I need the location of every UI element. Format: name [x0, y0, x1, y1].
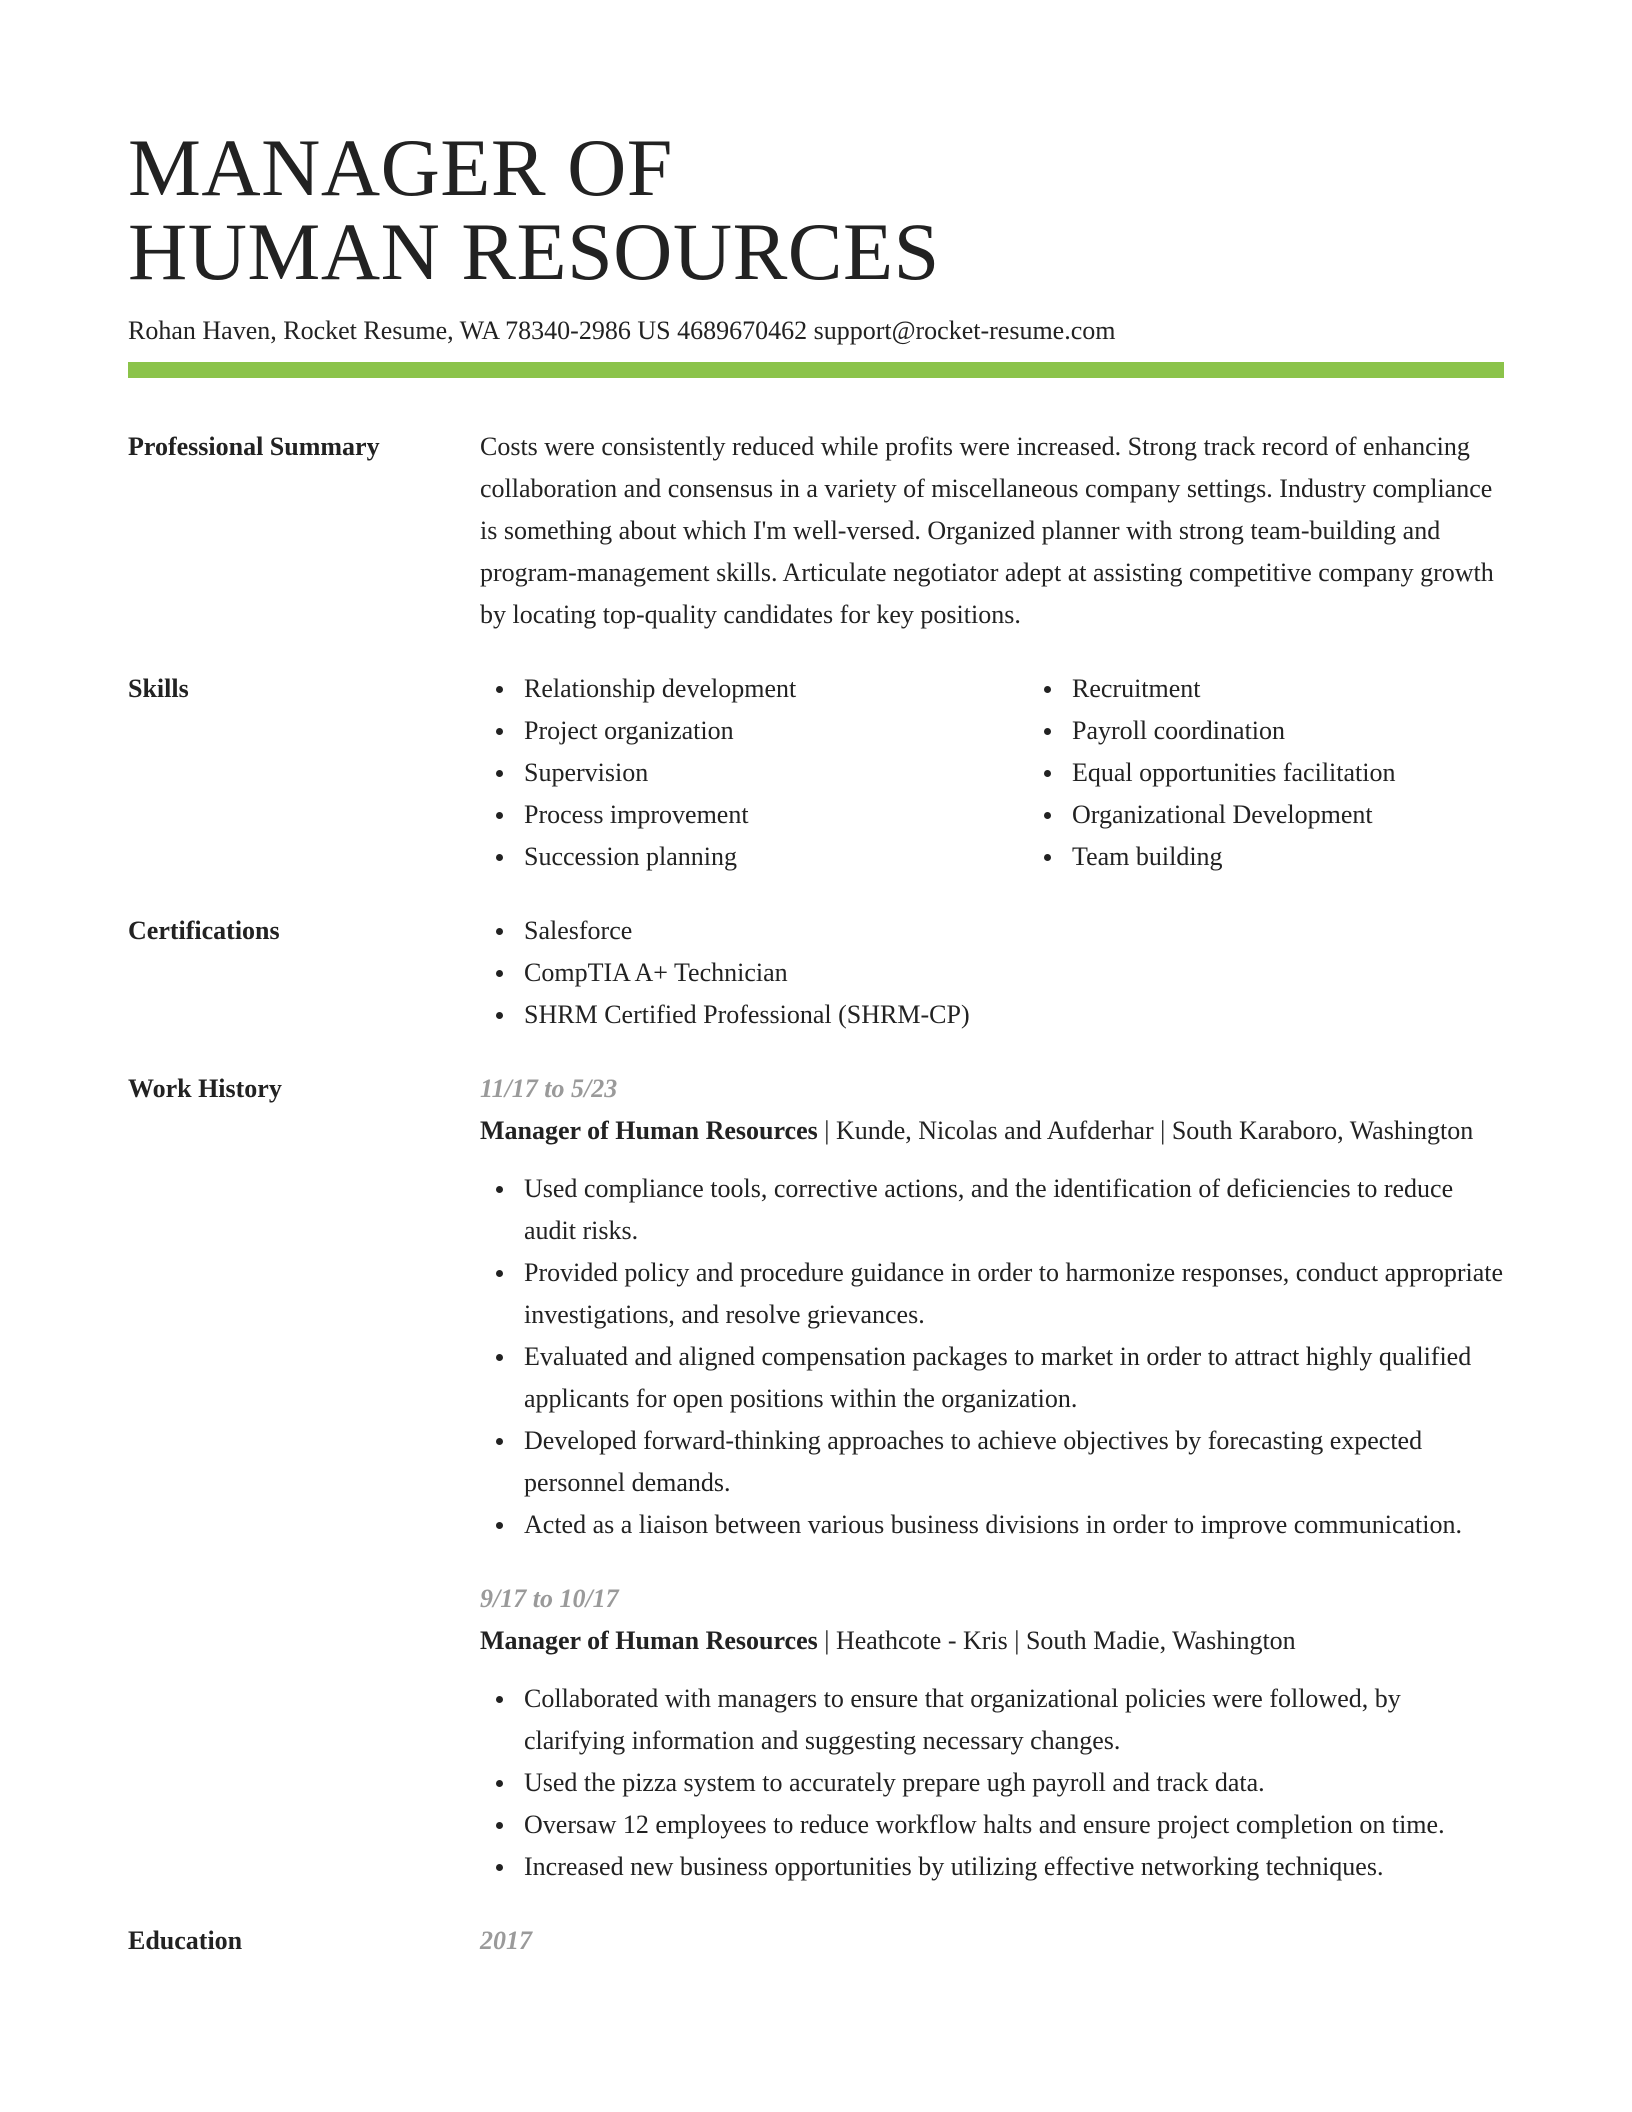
list-item: Process improvement — [524, 794, 1028, 836]
list-item: CompTIA A+ Technician — [524, 952, 1504, 994]
list-item: Supervision — [524, 752, 1028, 794]
title-line-2: HUMAN RESOURCES — [128, 206, 940, 297]
list-item: Organizational Development — [1072, 794, 1576, 836]
list-item: Used compliance tools, corrective actions, and the identification of deficiencies to reduce audit risks. — [524, 1168, 1504, 1252]
job-entry — [480, 1578, 1504, 1888]
list-item: Relationship development — [524, 668, 1028, 710]
list-item: Oversaw 12 employees to reduce workflow halts and ensure project completion on time. — [524, 1804, 1504, 1846]
certifications-list — [480, 910, 1504, 1036]
job-title: Manager of Human Resources — [480, 1116, 818, 1145]
education-date: 2017 — [480, 1926, 532, 1955]
list-item: Salesforce — [524, 910, 1504, 952]
skills-list-left — [480, 668, 1028, 878]
job-heading — [480, 1620, 1504, 1662]
list-item: Equal opportunities facilitation — [1072, 752, 1576, 794]
list-item: Payroll coordination — [1072, 710, 1576, 752]
job-bullets — [480, 1168, 1504, 1546]
list-item: SHRM Certified Professional (SHRM-CP) — [524, 994, 1504, 1036]
summary-label: Professional Summary — [128, 432, 380, 461]
list-item: Succession planning — [524, 836, 1028, 878]
job-details: | Kunde, Nicolas and Aufderhar | South Karaboro, Washington — [817, 1116, 1474, 1145]
certifications-section — [128, 910, 1504, 1036]
list-item: Evaluated and aligned compensation packages to market in order to attract highly qualified applicants for open positions within the organization. — [524, 1336, 1504, 1420]
summary-section — [128, 426, 1504, 636]
job-details: | Heathcote - Kris | South Madie, Washington — [817, 1626, 1296, 1655]
job-bullets — [480, 1678, 1504, 1888]
job-title: Manager of Human Resources — [480, 1626, 818, 1655]
list-item: Project organization — [524, 710, 1028, 752]
job-heading — [480, 1110, 1504, 1152]
job-date: 9/17 to 10/17 — [480, 1584, 619, 1613]
title-line-1: MANAGER OF — [128, 122, 673, 213]
list-item: Used the pizza system to accurately prepare ugh payroll and track data. — [524, 1762, 1504, 1804]
skills-list-right — [1028, 668, 1576, 878]
job-date: 11/17 to 5/23 — [480, 1074, 618, 1103]
resume-title — [128, 122, 1504, 297]
job-entry — [480, 1068, 1504, 1546]
list-item: Provided policy and procedure guidance in order to harmonize responses, conduct appropriate investigations, and resolve grievances. — [524, 1252, 1504, 1336]
skills-label: Skills — [128, 674, 189, 703]
list-item: Developed forward-thinking approaches to achieve objectives by forecasting expected personnel demands. — [524, 1420, 1504, 1504]
certifications-label: Certifications — [128, 916, 280, 945]
list-item: Acted as a liaison between various business divisions in order to improve communication. — [524, 1504, 1504, 1546]
education-section — [128, 1920, 1504, 1962]
list-item: Team building — [1072, 836, 1576, 878]
work-history-section — [128, 1068, 1504, 1888]
list-item: Increased new business opportunities by utilizing effective networking techniques. — [524, 1846, 1504, 1888]
list-item: Collaborated with managers to ensure that organizational policies were followed, by clarifying information and suggesting necessary changes. — [524, 1678, 1504, 1762]
skills-section — [128, 668, 1504, 878]
contact-line: Rohan Haven, Rocket Resume, WA 78340-2986 US 4689670462 support@rocket-resume.com — [128, 316, 1116, 345]
education-label: Education — [128, 1926, 243, 1955]
summary-text: Costs were consistently reduced while profits were increased. Strong track record of enhancing collaboration and consensus in a variety of miscellaneous company settings. Industry compliance is something about which I'm well-versed. Organized planner with strong team-building and program-management skills. Articulate negotiator adept at assisting competitive company growth by locating top-quality candidates for key positions. — [480, 432, 1494, 629]
list-item: Recruitment — [1072, 668, 1576, 710]
accent-divider — [128, 362, 1504, 378]
resume-page — [128, 122, 1504, 1962]
work-history-label: Work History — [128, 1074, 282, 1103]
